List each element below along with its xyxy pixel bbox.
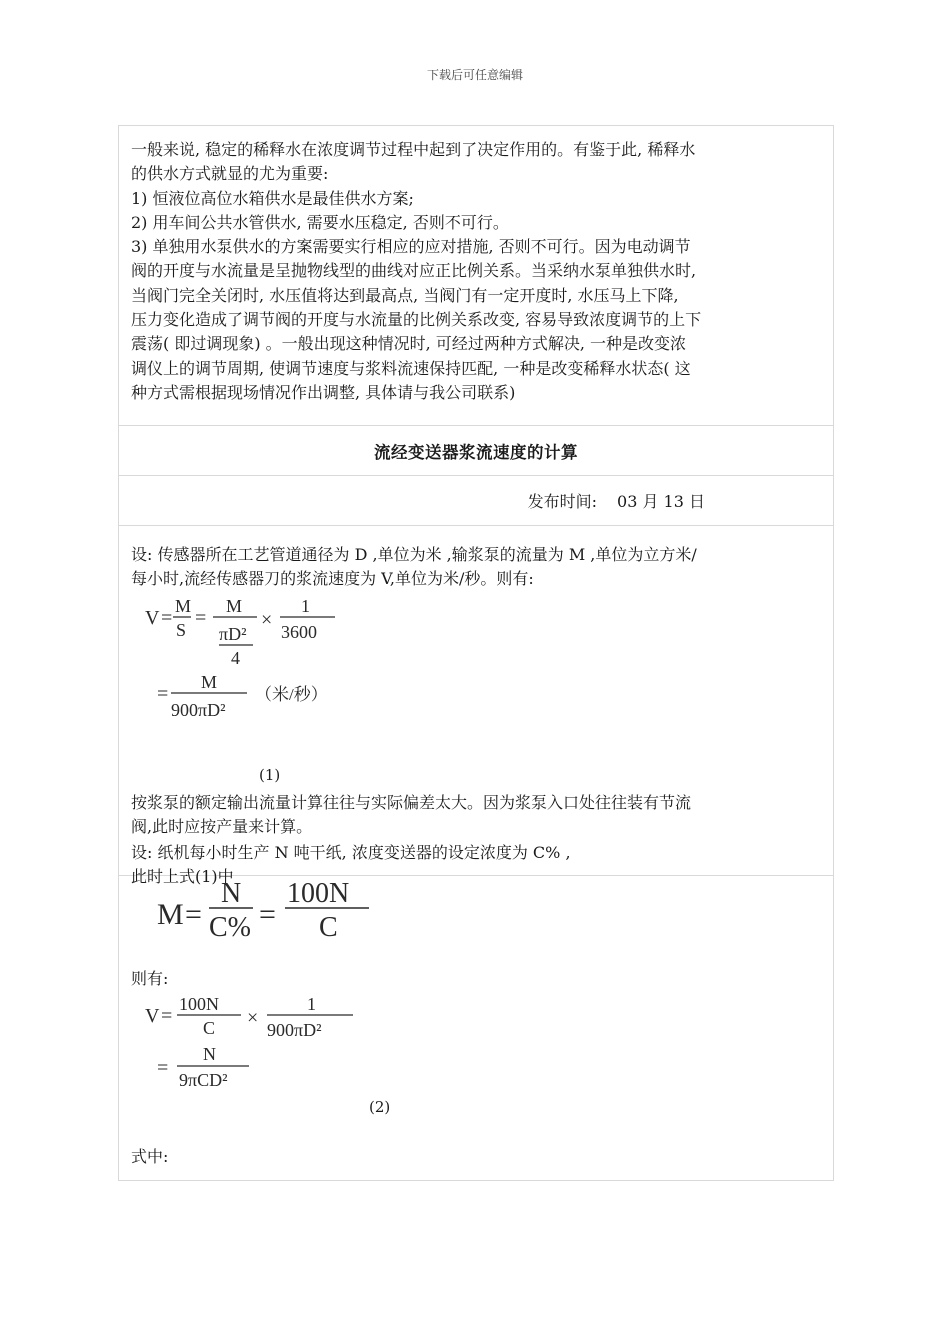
body-line: 则有: — [131, 969, 169, 988]
article-body-cell — [119, 526, 833, 886]
intro-line: 一般来说, 稳定的稀释水在浓度调节过程中起到了决定作用的。有鉴于此, 稀释水 — [131, 140, 696, 159]
intro-line: 1) 恒液位高位水箱供水是最佳供水方案; — [131, 188, 414, 208]
formula-symbol: 100N — [287, 878, 350, 909]
formula-symbol: × — [247, 1007, 259, 1029]
formula-symbol: = — [157, 683, 169, 705]
formula-unit: （米/秒） — [255, 685, 328, 704]
formula-symbol: = — [195, 607, 207, 629]
publish-date-label: 发布时间: — [527, 492, 598, 511]
page-header: 下载后可任意编辑 — [426, 68, 523, 82]
formula-symbol: = — [157, 1057, 169, 1079]
formula-symbol: C% — [209, 912, 251, 943]
formula-symbol: 1 — [301, 596, 310, 616]
formula-symbol: V — [145, 607, 160, 629]
intro-line: 阀的开度与水流量是呈抛物线型的曲线对应正比例关系。当采纳水泵单独供水时, — [131, 261, 697, 281]
publish-date-cell — [119, 476, 833, 526]
article-title: 流经变送器浆流速度的计算 — [374, 442, 578, 462]
formula-symbol: = — [161, 607, 173, 629]
article-title-cell — [119, 426, 833, 476]
mass-formula — [155, 876, 385, 952]
intro-line: 压力变化造成了调节阀的开度与水流量的比例关系改变, 容易导致浓度调节的上下 — [131, 310, 702, 330]
formula-symbol: 1 — [307, 994, 316, 1014]
intro-cell — [119, 126, 833, 426]
body-line: 每小时,流经传感器刀的浆流速度为 V,单位为米/秒。则有: — [131, 569, 534, 588]
formula-symbol: 3600 — [281, 622, 317, 642]
intro-line: 种方式需根据现场情况作出调整, 具体请与我公司联系) — [131, 382, 516, 402]
body-line: 式中: — [131, 1147, 169, 1166]
formula-symbol: = — [259, 898, 276, 931]
mass-formula-svg — [155, 876, 385, 948]
intro-line: 的供水方式就显的尤为重要: — [131, 164, 329, 184]
formula-symbol: M — [226, 596, 243, 616]
formula-symbol: 900πD² — [171, 700, 226, 720]
formula-symbol: N — [221, 878, 242, 909]
formula-symbol: πD² — [219, 624, 247, 644]
formula-symbol: = — [185, 898, 202, 931]
body-line: 设: 传感器所在工艺管道通径为 D ,单位为米 ,输浆泵的流量为 M ,单位为立方米/ — [131, 545, 697, 564]
equation-number: (1) — [259, 766, 281, 784]
formula-symbol: × — [261, 609, 273, 631]
formula-symbol: M — [175, 596, 192, 616]
formula-symbol: 4 — [231, 648, 240, 668]
formula-symbol: 900πD² — [267, 1020, 322, 1040]
body-line: 此时上式(1)中 — [131, 867, 234, 886]
velocity-formula-svg — [143, 594, 363, 728]
publish-date-value: 03 月 13 日 — [617, 492, 705, 511]
intro-line: 震荡( 即过调现象) 。一般出现这种情况时, 可经过两种方式解决, 一种是改变浓 — [131, 334, 687, 354]
intro-line: 3) 单独用水泵供水的方案需要实行相应的应对措施, 否则不可行。因为电动调节 — [131, 237, 691, 257]
formula-symbol: M — [201, 672, 218, 692]
body-line: 阀,此时应按产量来计算。 — [131, 817, 313, 836]
velocity-result-formula — [143, 992, 383, 1096]
velocity-result-formula-svg — [143, 992, 383, 1092]
formula-symbol: S — [176, 620, 187, 640]
formula-symbol: M — [157, 898, 184, 931]
equation-number: (2) — [369, 1098, 391, 1116]
body-line: 按浆泵的额定输出流量计算往往与实际偏差太大。因为浆泵入口处往往装有节流 — [131, 793, 692, 812]
formula-symbol: V — [145, 1005, 160, 1027]
intro-line: 当阀门完全关闭时, 水压值将达到最高点, 当阀门有一定开度时, 水压马上下降, — [131, 285, 679, 305]
formula-symbol: C — [319, 912, 338, 943]
intro-line: 调仪上的调节周期, 使调节速度与浆料流速保持匹配, 一种是改变稀释水状态( 这 — [131, 358, 691, 378]
intro-line: 2) 用车间公共水管供水, 需要水压稳定, 否则不可行。 — [131, 212, 509, 232]
formula-symbol: 100N — [179, 994, 219, 1014]
body-line: 设: 纸机每小时生产 N 吨干纸, 浓度变送器的设定浓度为 C% , — [131, 843, 571, 862]
content-table — [118, 125, 834, 1181]
article-body-cell-continued — [119, 876, 833, 1180]
formula-symbol: N — [203, 1044, 216, 1064]
velocity-formula — [143, 594, 363, 732]
formula-symbol: 9πCD² — [179, 1070, 228, 1090]
formula-symbol: = — [161, 1005, 173, 1027]
formula-symbol: C — [203, 1018, 216, 1038]
